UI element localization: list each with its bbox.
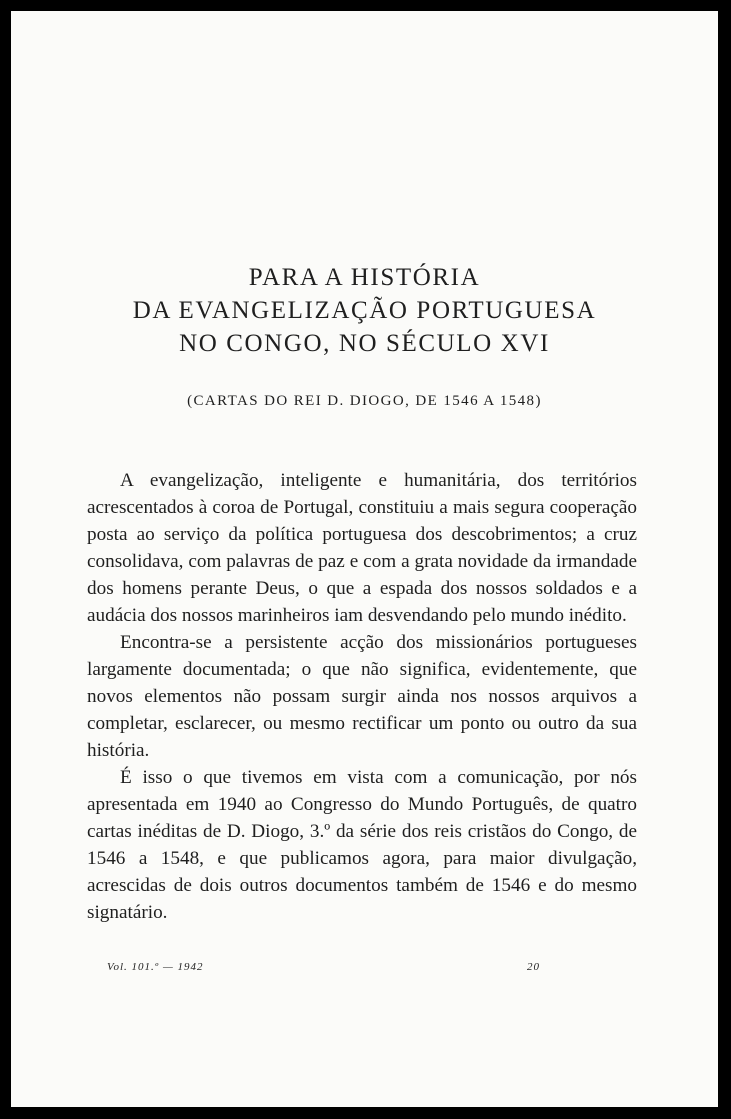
paragraph-2: Encontra-se a persistente acção dos missionários portugueses largamente documentada; o que não significa, evidentemente, que novos elementos não possam surgir ainda nos nossos arquivos a completar, esclarecer, ou mesmo rectificar um ponto ou outro da sua história. [87,632,637,761]
volume-note: Vol. 101.º — 1942 [107,961,204,973]
article-body [87,467,637,926]
article-title [11,261,718,360]
page [11,11,718,1107]
paragraph-3: É isso o que tivemos em vista com a comunicação, por nós apresentada em 1940 ao Congresso do Mundo Português, de quatro cartas inéditas de D. Diogo, 3.º da série dos reis cristãos do Congo, de 1546 a 1548, e que publicamos agora, para maior divulgação, acrescidas de dois outros documentos também de 1546 e do mesmo signatário. [87,767,637,923]
title-line-2: DA EVANGELIZAÇÃO PORTUGUESA [132,297,597,324]
title-line-1: PARA A HISTÓRIA [248,264,481,291]
paragraph-1: A evangelização, inteligente e humanitária, dos territórios acrescentados à coroa de Portugal, constituiu a mais segura cooperação posta ao serviço da política portuguesa dos descobrimentos; a cruz consolidava, com palavras de paz e com a grata novidade da irmandade dos homens perante Deus, o que a espada dos nossos soldados e a audácia dos nossos marinheiros iam desvendando pelo mundo inédito. [87,470,637,626]
folio-number: 20 [527,961,540,973]
page-footer [107,961,540,973]
title-line-3: NO CONGO, NO SÉCULO XVI [179,330,550,357]
article-subtitle: (CARTAS DO REI D. DIOGO, DE 1546 A 1548) [187,393,542,409]
